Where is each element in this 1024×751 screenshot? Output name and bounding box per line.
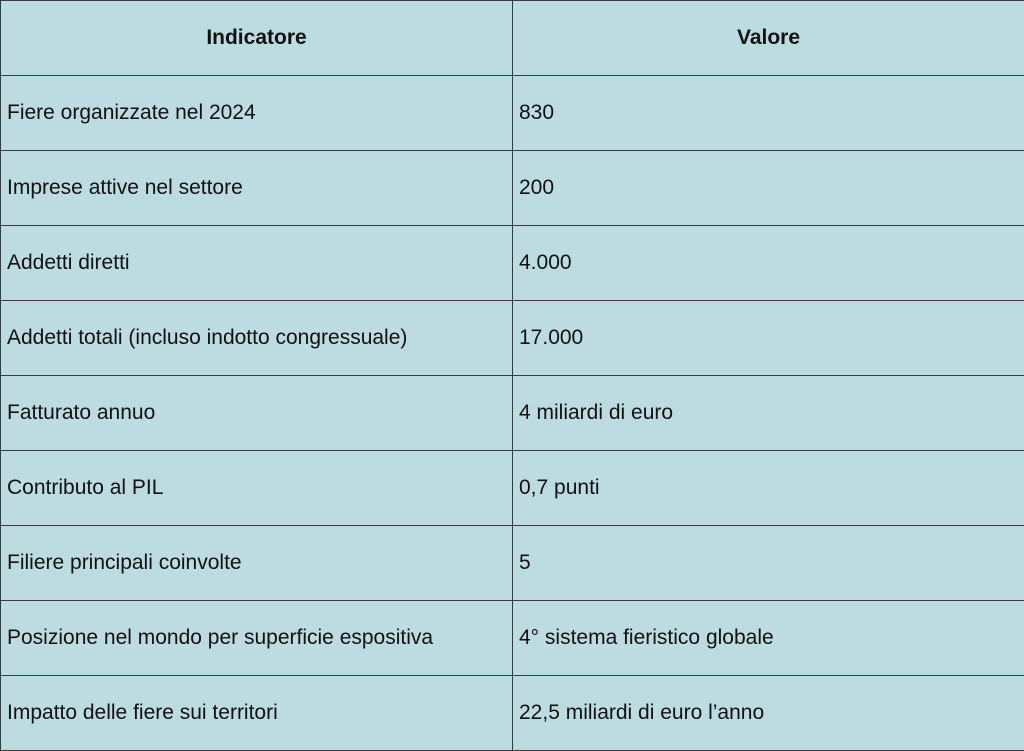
table-row (1, 676, 1024, 751)
value-cell: 4° sistema fieristico globale (513, 601, 1024, 676)
table-row (1, 301, 1024, 376)
indicator-cell: Posizione nel mondo per superficie espositiva (1, 601, 513, 676)
value-cell: 200 (513, 151, 1024, 226)
table-row (1, 151, 1024, 226)
value-cell: 17.000 (513, 301, 1024, 376)
table-row (1, 601, 1024, 676)
value-cell: 4.000 (513, 226, 1024, 301)
indicator-cell: Imprese attive nel settore (1, 151, 513, 226)
value-cell: 0,7 punti (513, 451, 1024, 526)
indicator-cell: Fatturato annuo (1, 376, 513, 451)
indicator-cell: Impatto delle fiere sui territori (1, 676, 513, 751)
value-cell: 22,5 miliardi di euro l’anno (513, 676, 1024, 751)
indicator-cell: Contributo al PIL (1, 451, 513, 526)
indicator-cell: Fiere organizzate nel 2024 (1, 76, 513, 151)
table-row (1, 226, 1024, 301)
header-valore: Valore (513, 1, 1024, 76)
value-cell: 4 miliardi di euro (513, 376, 1024, 451)
indicator-cell: Addetti diretti (1, 226, 513, 301)
value-cell: 830 (513, 76, 1024, 151)
value-cell: 5 (513, 526, 1024, 601)
table-row (1, 451, 1024, 526)
indicator-cell: Addetti totali (incluso indotto congressuale) (1, 301, 513, 376)
table-row (1, 526, 1024, 601)
table-row (1, 76, 1024, 151)
table-row (1, 376, 1024, 451)
table-header-row (1, 1, 1024, 76)
indicator-cell: Filiere principali coinvolte (1, 526, 513, 601)
header-indicatore: Indicatore (1, 1, 513, 76)
